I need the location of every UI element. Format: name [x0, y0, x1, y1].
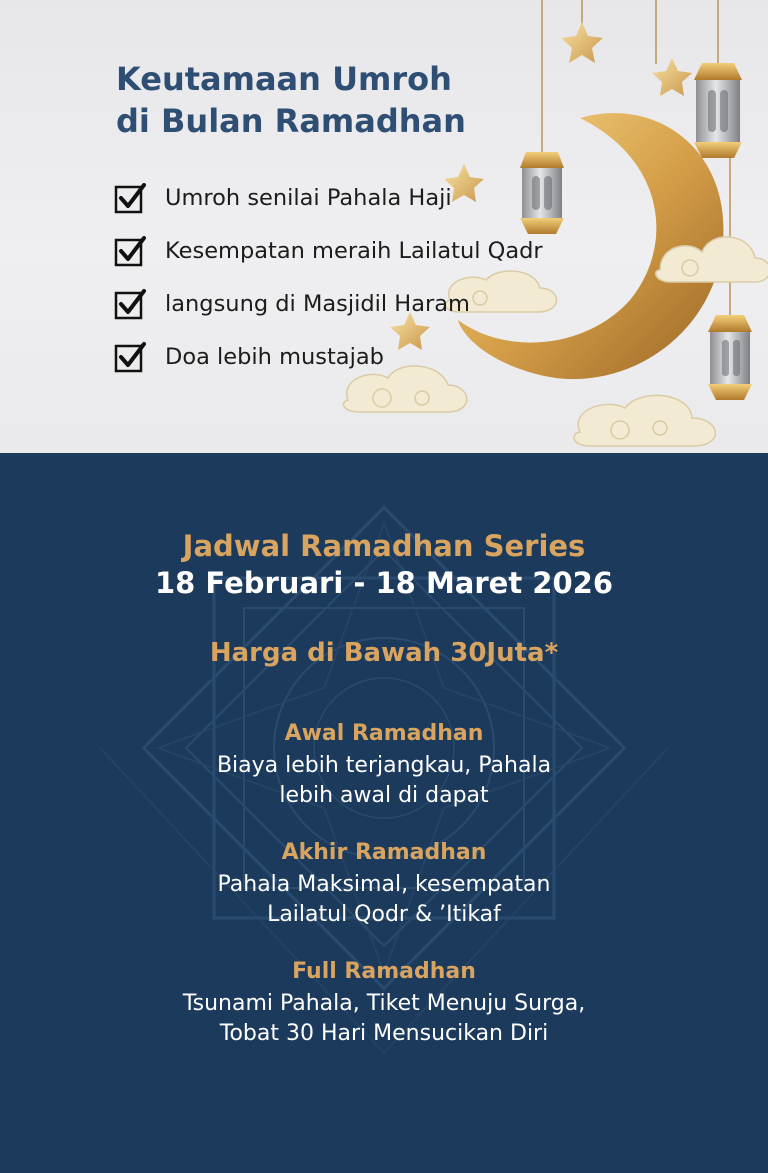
star-icon	[652, 58, 692, 96]
package-description-line: Lailatul Qodr & ’Itikaf	[267, 902, 501, 927]
benefits-section	[0, 0, 768, 453]
benefit-label: Kesempatan meraih Lailatul Qadr	[165, 238, 543, 264]
package-description-line: Biaya lebih terjangkau, Pahala	[216, 753, 552, 778]
checkbox-checked-icon	[114, 235, 146, 267]
checkbox-checked-icon	[114, 182, 146, 214]
checkbox-checked-icon	[114, 341, 146, 373]
title-line-2: di Bulan Ramadhan	[116, 102, 466, 140]
schedule-dates: 18 Februari - 18 Maret 2026	[154, 566, 614, 600]
schedule-section	[0, 453, 768, 1173]
package-description-line: Tsunami Pahala, Tiket Menuju Surga,	[182, 991, 586, 1016]
package-title: Full Ramadhan	[292, 959, 476, 984]
cloud-icon	[574, 395, 715, 446]
page-title	[116, 58, 466, 142]
schedule-title: Jadwal Ramadhan Series	[182, 529, 586, 563]
price-note: Harga di Bawah 30Juta*	[209, 638, 559, 668]
benefit-label: langsung di Masjidil Haram	[165, 291, 470, 317]
package-title: Akhir Ramadhan	[281, 840, 487, 865]
benefit-label: Doa lebih mustajab	[165, 344, 384, 370]
package-description-line: Tobat 30 Hari Mensucikan Diri	[219, 1021, 549, 1046]
lantern-icon	[694, 63, 742, 158]
benefit-label: Umroh senilai Pahala Haji	[165, 185, 452, 211]
lantern-icon	[708, 315, 752, 400]
package-title: Awal Ramadhan	[284, 721, 484, 746]
star-icon	[561, 22, 603, 63]
title-line-1: Keutamaan Umroh	[116, 60, 452, 98]
checkbox-checked-icon	[114, 288, 146, 320]
package-description-line: Pahala Maksimal, kesempatan	[217, 872, 551, 897]
package-description-line: lebih awal di dapat	[279, 783, 489, 808]
lantern-icon	[520, 152, 564, 234]
